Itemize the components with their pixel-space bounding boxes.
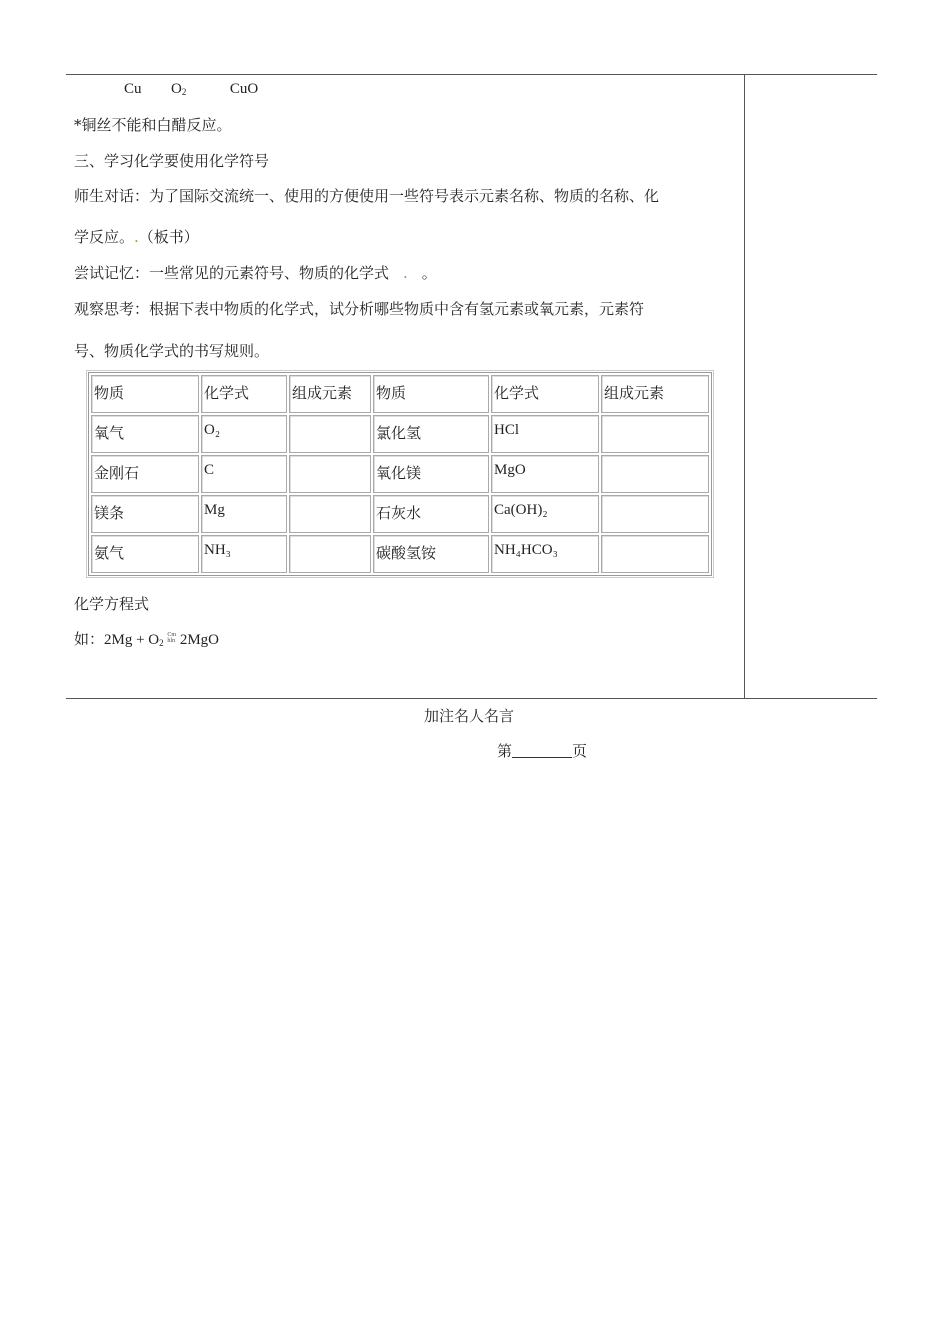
table-cell: 氯化氢 [373, 415, 489, 453]
table-cell: NH₃ [201, 535, 287, 573]
chemical-table [88, 372, 712, 576]
table-cell [601, 535, 709, 573]
equation-title: 化学方程式 [74, 595, 150, 613]
table-cell: O₂ [201, 415, 287, 453]
table-cell [289, 455, 371, 493]
equation-line: 如：$2Mg + O_2$ Cm hln 2MgO [74, 632, 219, 648]
table-row [91, 535, 709, 573]
page-number: 第 页 [497, 742, 588, 760]
reactant-cu: Cu [124, 81, 142, 97]
table-row [91, 455, 709, 493]
section-title: 三、学习化学要使用化学符号 [74, 152, 270, 170]
table-row [91, 495, 709, 533]
header-cell: 物质 [91, 375, 199, 413]
table-cell: 金刚石 [91, 455, 199, 493]
footer-title: 加注名人名言 [424, 707, 515, 725]
table-cell [601, 415, 709, 453]
table-cell [289, 535, 371, 573]
table-cell: 石灰水 [373, 495, 489, 533]
table-header-row [91, 375, 709, 413]
table-cell [289, 495, 371, 533]
observe-line-2: 号、物质化学式的书写规则。 [74, 342, 270, 360]
table-cell: C [201, 455, 287, 493]
table-cell: 镁条 [91, 495, 199, 533]
table-cell: MgO [491, 455, 599, 493]
observe-line-1: 观察思考：根据下表中物质的化学式，试分析哪些物质中含有氢元素或氧元素，元素符 [74, 300, 645, 318]
table-cell: 氧气 [91, 415, 199, 453]
header-cell: 化学式 [491, 375, 599, 413]
reaction-condition: Cm hln [167, 632, 177, 644]
note-text: *铜丝不能和白醋反应。 [74, 116, 232, 134]
header-cell: 组成元素 [289, 375, 371, 413]
column-divider [744, 74, 745, 699]
dialogue-line-1: 师生对话：为了国际交流统一、使用的方便使用一些符号表示元素名称、物质的名称、化 [74, 187, 660, 205]
header-cell: 物质 [373, 375, 489, 413]
reaction-line [124, 80, 258, 101]
reactant-o2: $O_2$ [171, 81, 187, 97]
memory-line: 尝试记忆：一些常见的元素符号、物质的化学式 . 。 [74, 264, 437, 282]
table-cell [289, 415, 371, 453]
dialogue-line-2: 学反应。.（板书） [74, 228, 199, 246]
table-cell [601, 455, 709, 493]
table-cell: NH₄HCO₃ [491, 535, 599, 573]
header-cell: 化学式 [201, 375, 287, 413]
product-cuo: CuO [229, 81, 259, 97]
page-blank[interactable] [512, 743, 572, 758]
table-row [91, 415, 709, 453]
table-cell: 氨气 [91, 535, 199, 573]
table-cell: HCl [491, 415, 599, 453]
header-cell: 组成元素 [601, 375, 709, 413]
table-cell: 氧化镁 [373, 455, 489, 493]
table-cell: 碳酸氢铵 [373, 535, 489, 573]
table-cell: Mg [201, 495, 287, 533]
table-cell: Ca(OH)₂ [491, 495, 599, 533]
table-cell [601, 495, 709, 533]
